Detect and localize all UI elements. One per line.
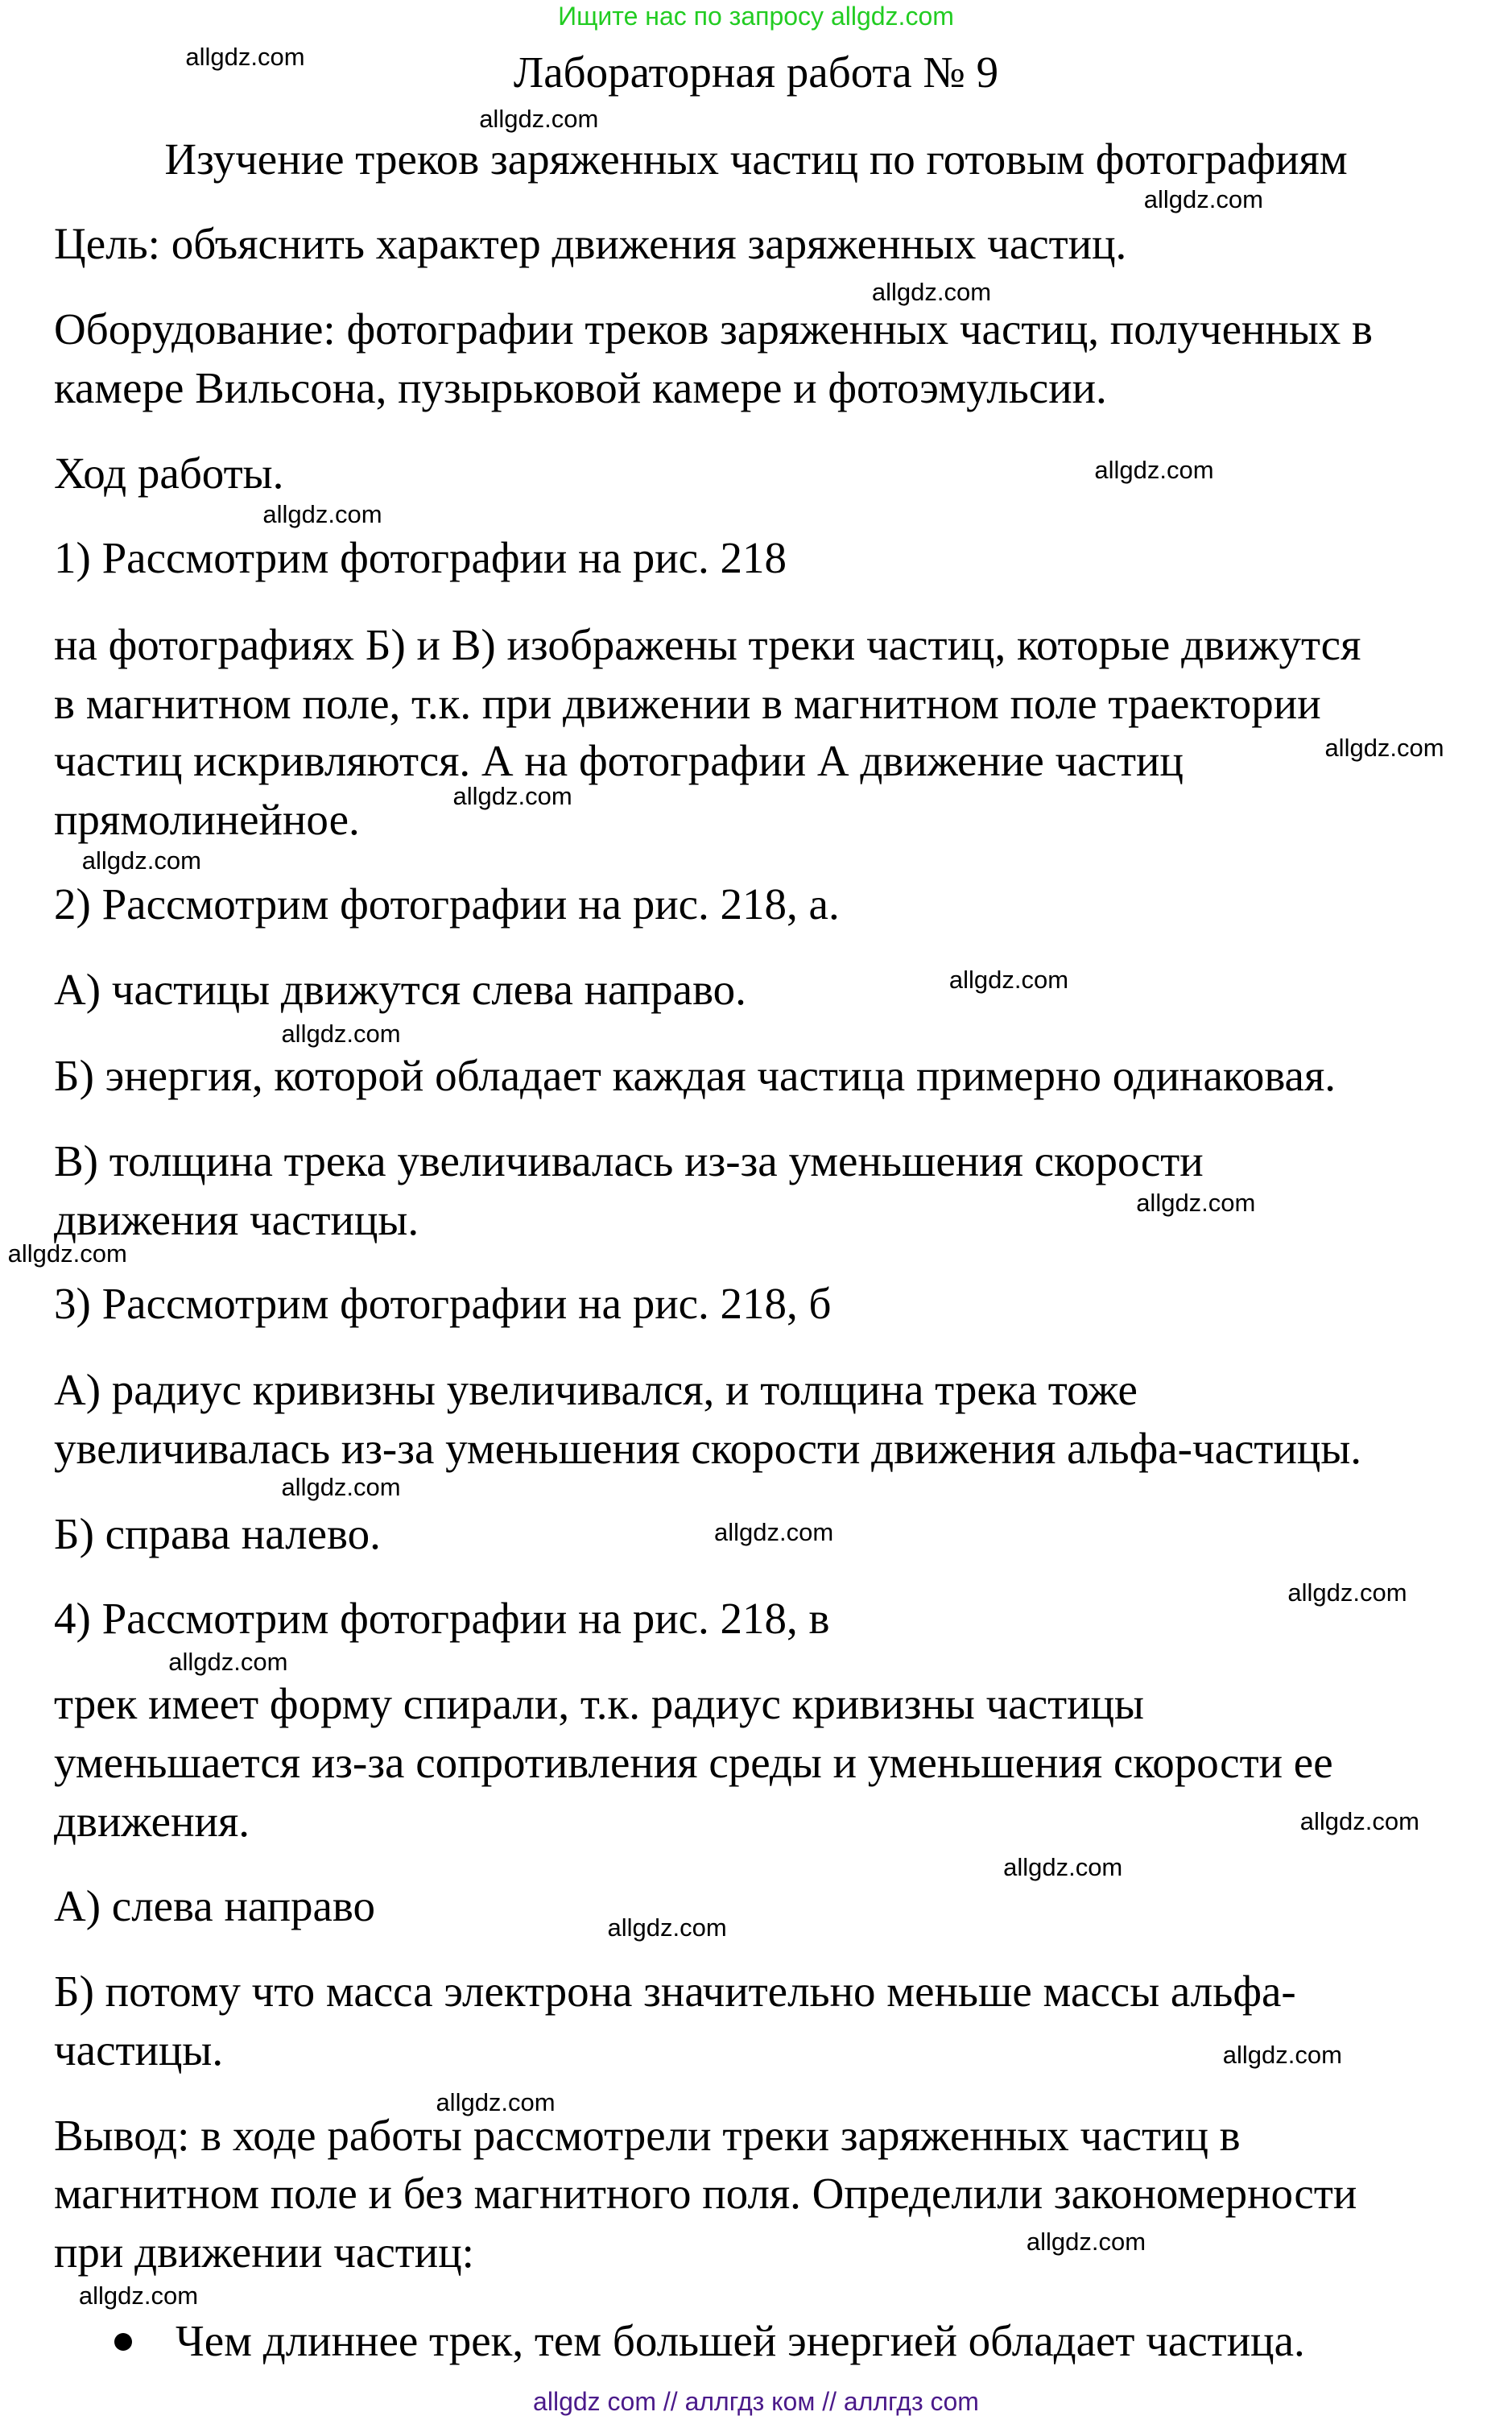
watermark-text: allgdz.com <box>1094 455 1214 484</box>
text-line: прямолинейное. <box>54 794 360 844</box>
watermark-text: allgdz.com <box>1026 2228 1146 2256</box>
text-line: А) радиус кривизны увеличивался, и толщина трека тоже <box>54 1365 1138 1415</box>
text-line: А) слева направо <box>54 1881 376 1931</box>
text-line: А) частицы движутся слева направо. <box>54 964 746 1014</box>
text-line: Б) потому что масса электрона значительно меньше массы альфа- <box>54 1966 1296 2016</box>
page-subtitle: Изучение треков заряженных частиц по готовым фотографиям <box>164 134 1348 184</box>
text-line: В) толщина трека увеличивалась из-за уменьшения скорости <box>54 1136 1204 1185</box>
watermark-text: allgdz.com <box>1287 1578 1407 1607</box>
watermark-text: allgdz.com <box>78 2281 199 2310</box>
bullet-item: Чем длиннее трек, тем большей энергией обладает частица. <box>176 2316 1305 2365</box>
text-line: частиц искривляются. А на фотографии А движение частиц <box>54 735 1184 785</box>
bullet-icon <box>114 2333 132 2351</box>
text-line: камере Вильсона, пузырьковой камере и фотоэмульсии. <box>54 362 1107 412</box>
watermark-text: allgdz.com <box>479 104 599 133</box>
text-line: при движении частиц: <box>54 2228 474 2277</box>
text-line: Б) энергия, которой обладает каждая частица примерно одинаковая. <box>54 1051 1336 1101</box>
text-line: Ход работы. <box>54 448 284 498</box>
watermark-text: allgdz.com <box>1222 2040 1342 2069</box>
page-title: Лабораторная работа № 9 <box>513 48 999 97</box>
text-line: 4) Рассмотрим фотографии на рис. 218, в <box>54 1594 830 1644</box>
text-line: 1) Рассмотрим фотографии на рис. 218 <box>54 533 787 583</box>
text-line: 3) Рассмотрим фотографии на рис. 218, б <box>54 1278 832 1328</box>
watermark-text: allgdz.com <box>607 1913 727 1942</box>
watermark-text: allgdz.com <box>1143 184 1263 213</box>
watermark-text: allgdz.com <box>1003 1853 1123 1882</box>
watermark-text: allgdz.com <box>948 966 1069 995</box>
text-line: на фотографиях Б) и В) изображены треки частиц, которые движутся <box>54 619 1361 669</box>
text-line: движения частицы. <box>54 1194 419 1244</box>
watermark-text: allgdz.com <box>1299 1806 1419 1835</box>
watermark-text: allgdz.com <box>262 500 382 529</box>
text-line: Вывод: в ходе работы рассмотрели треки заряженных частиц в <box>54 2110 1241 2160</box>
text-line: Цель: объяснить характер движения заряженных частиц. <box>54 219 1127 269</box>
text-line: Оборудование: фотографии треков заряженных частиц, полученных в <box>54 304 1374 354</box>
text-line: магнитном поле и без магнитного поля. Определили закономерности <box>54 2169 1357 2219</box>
watermark-text: allgdz.com <box>281 1020 401 1049</box>
watermark-text: allgdz.com <box>185 43 305 72</box>
text-line: трек имеет форму спирали, т.к. радиус кривизны частицы <box>54 1678 1144 1728</box>
watermark-text: allgdz.com <box>1324 734 1444 763</box>
watermark-text: allgdz.com <box>81 846 201 875</box>
text-line: уменьшается из-за сопротивления среды и уменьшения скорости ее <box>54 1737 1333 1787</box>
watermark-text: allgdz.com <box>452 781 572 810</box>
text-line: Б) справа налево. <box>54 1508 381 1558</box>
watermark-text: allgdz.com <box>168 1648 288 1676</box>
watermark-text: allgdz.com <box>714 1517 834 1546</box>
text-line: 2) Рассмотрим фотографии на рис. 218, а. <box>54 879 840 929</box>
watermark-text: allgdz.com <box>281 1473 401 1502</box>
search-banner: Ищите нас по запросу allgdz.com <box>558 2 954 31</box>
watermark-text: allgdz.com <box>7 1239 127 1268</box>
text-line: частицы. <box>54 2025 224 2075</box>
watermark-text: allgdz.com <box>1136 1188 1256 1217</box>
text-line: в магнитном поле, т.к. при движении в магнитном поле траектории <box>54 678 1321 728</box>
watermark-text: allgdz.com <box>871 277 992 306</box>
text-line: движения. <box>54 1796 250 1846</box>
footer-links: allgdz com // аллгдз ком // аллгдз com <box>533 2387 979 2416</box>
text-line: увеличивалась из-за уменьшения скорости движения альфа-частицы. <box>54 1424 1362 1474</box>
watermark-text: allgdz.com <box>436 2088 556 2117</box>
